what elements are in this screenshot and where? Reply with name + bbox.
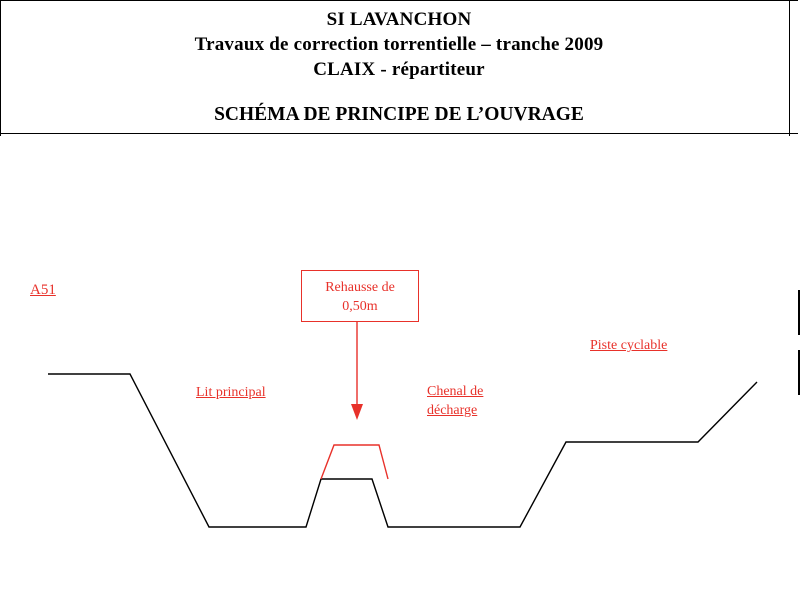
rehausse-callout-line-2: 0,50m (342, 299, 378, 314)
terrain-profile-line (48, 374, 757, 527)
label-lit-principal: Lit principal (196, 385, 266, 400)
page-subtitle: SCHÉMA DE PRINCIPE DE L’OUVRAGE (214, 104, 584, 125)
rehausse-callout-box (301, 270, 419, 322)
cross-section-drawing (0, 134, 800, 600)
label-piste-cyclable: Piste cyclable (590, 338, 668, 353)
title-frame-left-rule (0, 1, 1, 136)
title-line-3: CLAIX - répartiteur (313, 59, 485, 80)
label-a51: A51 (30, 282, 56, 298)
title-frame-right-rule (789, 1, 790, 136)
rehausse-arrow-head (351, 404, 363, 420)
rehausse-callout-line-1: Rehausse de (325, 280, 395, 295)
rehausse-crest-line (321, 445, 388, 479)
title-line-2: Travaux de correction torrentielle – tranche 2009 (194, 34, 604, 55)
title-block (0, 0, 798, 134)
title-line-1: SI LAVANCHON (326, 9, 472, 30)
label-chenal-de-decharge: Chenal de décharge (427, 384, 484, 418)
